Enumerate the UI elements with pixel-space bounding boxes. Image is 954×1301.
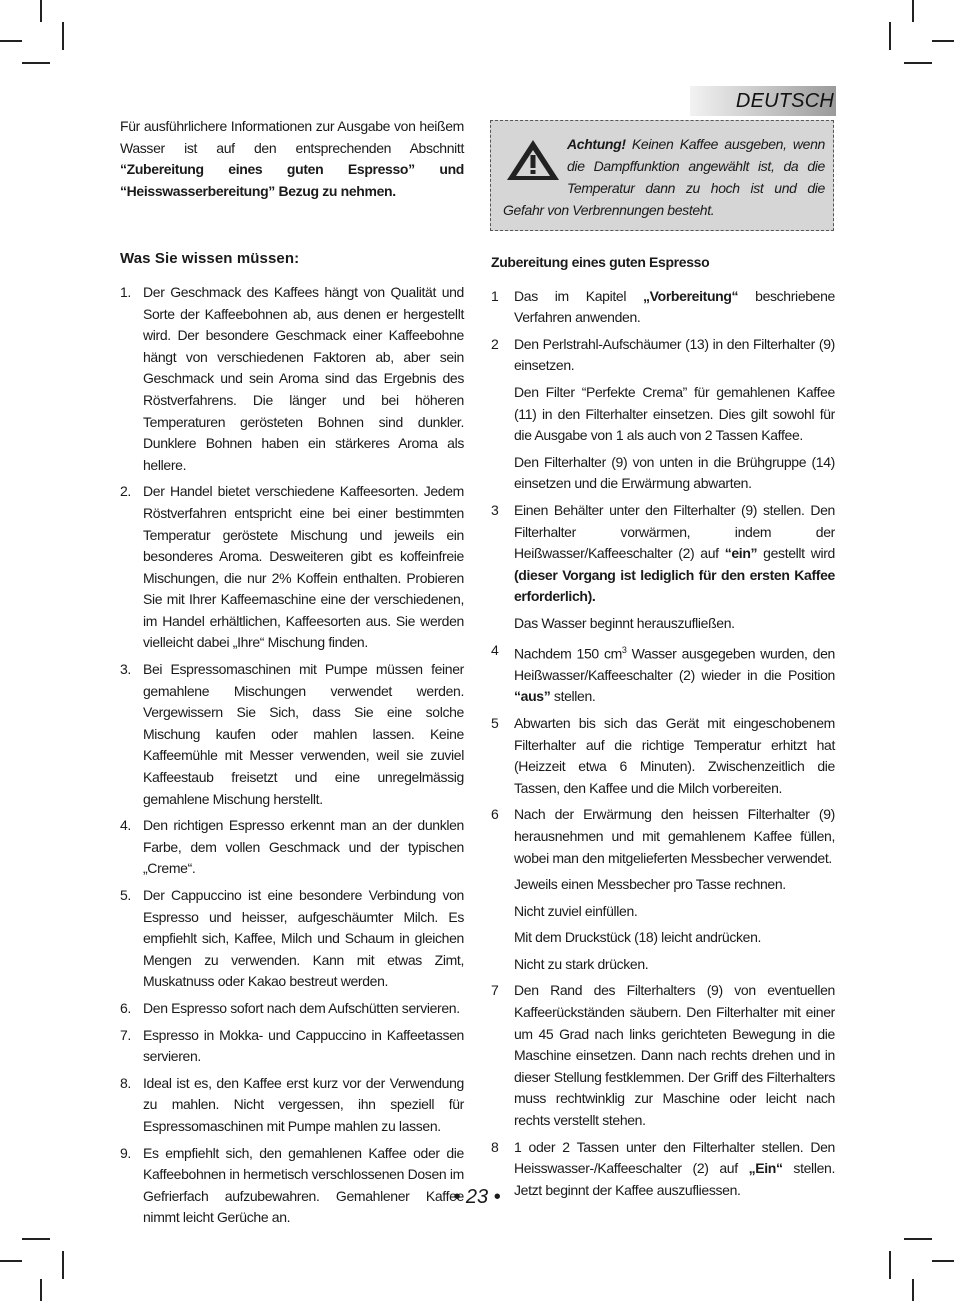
crop-mark bbox=[904, 1238, 932, 1240]
list-item bbox=[120, 1073, 464, 1138]
list-item bbox=[491, 804, 835, 975]
crop-mark bbox=[40, 0, 42, 22]
step-text bbox=[514, 500, 835, 608]
text-run: Einen Behälter unter den Filterhalter (9) stellen. Den Filterhalter vorwärmen, indem der Heißwasser/Kaffeeschalter (2) auf bbox=[514, 501, 835, 562]
page-number: • 23 • bbox=[453, 1186, 501, 1208]
item-number: 6. bbox=[120, 999, 131, 1016]
steps-list bbox=[491, 286, 835, 1202]
list-item bbox=[120, 815, 464, 880]
crop-mark bbox=[40, 1279, 42, 1301]
list-item bbox=[491, 500, 835, 635]
language-tab bbox=[690, 86, 836, 116]
list-item bbox=[491, 334, 835, 495]
step-number: 3 bbox=[491, 501, 499, 518]
list-item bbox=[491, 980, 835, 1131]
item-text: Ideal ist es, den Kaffee erst kurz vor der Verwendung zu mahlen. Nicht vergessen, ihn speziell für Espressomaschinen mit Pumpe mahlen zu lassen. bbox=[143, 1074, 464, 1134]
step-number: 2 bbox=[491, 335, 499, 352]
item-number: 8. bbox=[120, 1074, 131, 1091]
step-text: Den Filterhalter (9) von unten in die Brühgruppe (14) einsetzen und die Erwärmung abwarten. bbox=[514, 453, 835, 492]
item-number: 1. bbox=[120, 283, 131, 300]
step-text: Den Perlstrahl-Aufschäumer (13) in den Filterhalter (9) einsetzen. bbox=[514, 335, 835, 374]
crop-mark bbox=[62, 22, 64, 50]
list-item bbox=[491, 286, 835, 329]
language-label: DEUTSCH bbox=[735, 90, 834, 112]
crop-mark bbox=[904, 62, 932, 64]
step-text bbox=[514, 640, 835, 708]
warning-label: Achtung! bbox=[567, 136, 626, 152]
item-number: 2. bbox=[120, 483, 131, 500]
crop-mark bbox=[889, 22, 891, 50]
step-number: 7 bbox=[491, 982, 499, 999]
step-number: 4 bbox=[491, 641, 499, 658]
crop-mark bbox=[932, 1260, 954, 1262]
intro-reference: “Zubereitung eines guten Espresso” und “Heisswasserbereitung” Bezug zu nehmen. bbox=[120, 161, 464, 199]
list-item bbox=[120, 659, 464, 810]
text-run: stellen. Jetzt beginnt der Kaffee auszufliessen. bbox=[514, 1160, 835, 1198]
item-number: 3. bbox=[120, 661, 131, 678]
crop-mark bbox=[62, 1251, 64, 1279]
crop-mark bbox=[912, 0, 914, 22]
warning-text bbox=[503, 133, 825, 221]
list-item bbox=[120, 481, 464, 654]
step-number: 1 bbox=[491, 287, 499, 304]
step-text: Nach der Erwärmung den heissen Filterhalter (9) herausnehmen und mit gemahlenem Kaffee füllen, wobei man den mitgelieferten Messbecher verwendet. bbox=[514, 806, 835, 866]
warning-box bbox=[490, 120, 834, 231]
warning-triangle-icon bbox=[505, 138, 561, 182]
list-item bbox=[120, 998, 464, 1020]
list-item bbox=[120, 282, 464, 476]
item-text: Espresso in Mokka- und Cappuccino in Kaffeetassen servieren. bbox=[143, 1026, 464, 1065]
step-text: Nicht zuviel einfüllen. bbox=[514, 902, 638, 919]
item-number: 4. bbox=[120, 817, 131, 834]
text-run: Nachdem 150 cm bbox=[514, 645, 622, 662]
item-number: 7. bbox=[120, 1026, 131, 1043]
list-item bbox=[120, 885, 464, 993]
section-heading: Was Sie wissen müssen: bbox=[120, 250, 300, 268]
crop-mark bbox=[889, 1251, 891, 1279]
item-text: Den richtigen Espresso erkennt man an der dunklen Farbe, dem vollen Geschmack und der typischen „Creme“. bbox=[143, 817, 464, 877]
step-number: 5 bbox=[491, 714, 499, 731]
item-number: 5. bbox=[120, 887, 131, 903]
text-run: 1 oder 2 Tassen unter den Filterhalter stellen. Den Heisswasser-/Kaffeeschalter (2) auf bbox=[514, 1138, 835, 1177]
step-text: Abwarten bis sich das Gerät mit eingeschobenem Filterhalter auf die richtige Temperatur erhitzt hat (Heizzeit etwa 6 Minuten). Zwischenzeitlich die Tassen, den Kaffee und die Milch vorbereiten. bbox=[514, 714, 835, 796]
item-text: Der Geschmack des Kaffees hängt von Qualität und Sorte der Kaffeebohnen ab, aus denen er hergestellt wird. Der besondere Geschmack einer Kaffeebohne hängt von verschiedenen Faktoren ab, aber sein Geschmack und sein Aroma sind das Ergebnis des Röstverfahrens. Die länger und bei höheren Temperaturen gerösteten Bohnen sind dunkler. Dunklere Bohnen haben ein stärkeres Aroma als hellere. bbox=[143, 283, 464, 473]
step-number: 8 bbox=[491, 1138, 499, 1155]
step-text: Mit dem Druckstück (18) leicht andrücken. bbox=[514, 929, 762, 946]
text-run: beschriebene Verfahren anwenden. bbox=[514, 287, 835, 326]
item-text: Der Cappuccino ist eine besondere Verbindung von Espresso und heisser, aufgeschäumter Milch. Es empfiehlt sich, Kaffee, Milch und Schaum in gleichen Mengen zu verwenden. Kann mit etwas Zimt, Muskatnuss oder Kakao bestreut werden. bbox=[143, 887, 464, 990]
intro-paragraph bbox=[120, 116, 464, 202]
crop-mark bbox=[0, 1260, 22, 1262]
item-text: Es empfiehlt sich, den gemahlenen Kaffee oder die Kaffeebohnen in hermetisch verschlossenen Dosen im Gefrierfach aufzubewahren. Gemahlener Kaffee nimmt leicht Gerüche an. bbox=[143, 1144, 464, 1226]
step-text: Nicht zu stark drücken. bbox=[514, 955, 649, 972]
item-number: 9. bbox=[120, 1144, 131, 1161]
chapter-reference: „Vorbereitung“ bbox=[643, 287, 739, 304]
switch-position: “aus” bbox=[514, 688, 551, 705]
switch-position: “ein” bbox=[724, 545, 758, 562]
list-item bbox=[491, 713, 835, 799]
switch-position: „Ein“ bbox=[748, 1160, 783, 1177]
tips-list bbox=[120, 282, 464, 1229]
text-run: stellen. bbox=[550, 688, 596, 705]
step-text: Den Rand des Filterhalters (9) von eventuellen Kaffeerückständen säubern. Den Filterhalter mit einer um 45 Grad nach links gerichteten Bewegung in die Maschine einsetzen. Dann nach rechts drehen und in dieser Stellung festklemmen. Der Griff des Filterhalters muss rechtwinklig zur Maschine oder leicht nach rechts verstellt stehen. bbox=[514, 982, 835, 1129]
item-text: Den Espresso sofort nach dem Aufschütten servieren. bbox=[143, 999, 460, 1016]
step-number: 6 bbox=[491, 806, 499, 823]
text-run: Wasser ausgegeben wurden, den Heißwasser/Kaffeeschalter (2) wieder in die Position bbox=[514, 645, 835, 683]
right-column bbox=[491, 252, 835, 1206]
text-run: gestellt wird bbox=[757, 545, 835, 562]
superscript: 3 bbox=[621, 644, 627, 655]
intro-text: Für ausführlichere Informationen zur Ausgabe von heißem Wasser ist auf den entsprechenden Abschnitt bbox=[120, 118, 464, 156]
item-text: Bei Espressomaschinen mit Pumpe müssen feiner gemahlene Mischungen verwendet werden. Vergewissern Sie Sich, dass Sie eine solche Mischung kaufen oder mahlen lassen. Keine Kaffeemühle mit Messer verwenden, weil sie zuviel Kaffeestaub freisetzt und eine unregelmässig gemahlene Mischung herstellt. bbox=[143, 661, 464, 807]
left-column bbox=[120, 116, 464, 1234]
crop-mark bbox=[22, 62, 50, 64]
crop-mark bbox=[932, 40, 954, 42]
step-text: Das Wasser beginnt herauszufließen. bbox=[514, 614, 735, 631]
section-heading: Zubereitung eines guten Espresso bbox=[491, 254, 710, 270]
list-item bbox=[120, 1025, 464, 1068]
step-text: Jeweils einen Messbecher pro Tasse rechnen. bbox=[514, 876, 786, 893]
warning-body: Keinen Kaffee ausgeben, wenn die Dampffunktion angewählt ist, da die Temperatur dann zu hoch ist und die Gefahr von Verbrennungen besteht. bbox=[503, 136, 825, 218]
crop-mark bbox=[22, 1238, 50, 1240]
step-text bbox=[514, 286, 835, 329]
list-item bbox=[491, 640, 835, 708]
step-text: Den Filter “Perfekte Crema” für gemahlenen Kaffee (11) in den Filterhalter einsetzen. Dies gilt sowohl für die Ausgabe von 1 als auch von 2 Tassen Kaffee. bbox=[514, 383, 835, 444]
text-run: Das im Kapitel bbox=[514, 287, 644, 304]
emphasis-note: (dieser Vorgang ist lediglich für den ersten Kaffee erforderlich). bbox=[514, 566, 835, 605]
crop-mark bbox=[912, 1279, 914, 1301]
item-text: Der Handel bietet verschiedene Kaffeesorten. Jedem Röstverfahren entspricht eine bei einer bestimmten Temperatur geröstete Mischung und jeweils ein besonderes Aroma. Desweiteren gibt es koffeinfreie Mischungen, die nur 2% Koffein enthalten. Probieren Sie mit Ihrer Kaffeemaschine eine der verschiedenen, im Handel erhältlichen, Kaffeesorten aus. Sie werden vielleicht dabei „Ihre“ Mischung finden. bbox=[143, 483, 464, 651]
crop-mark bbox=[0, 40, 22, 42]
